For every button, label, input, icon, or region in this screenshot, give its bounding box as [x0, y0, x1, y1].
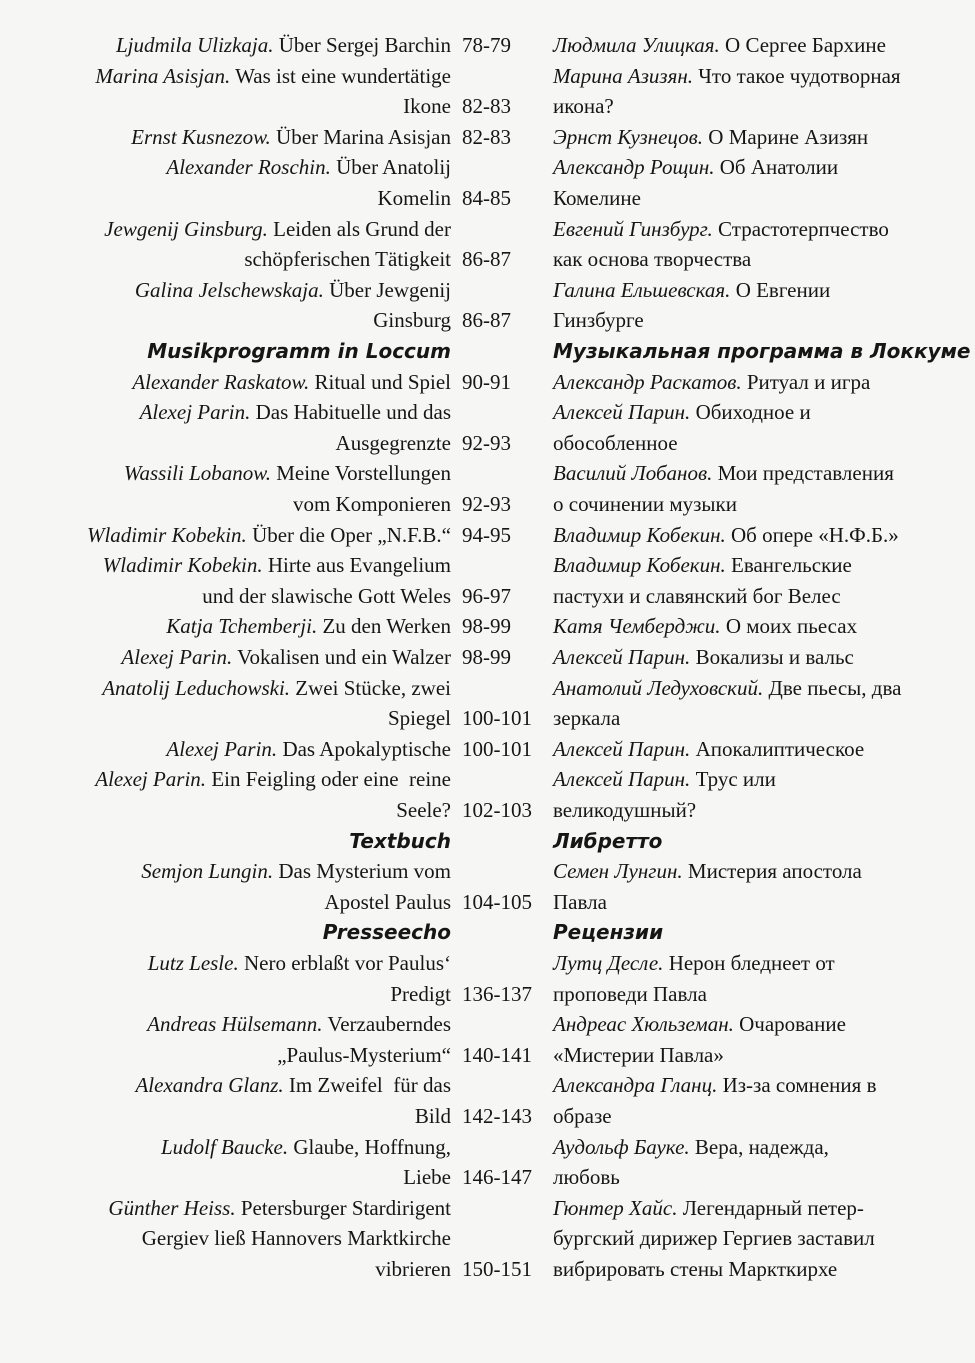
german-title: Ikone — [403, 94, 451, 119]
german-title: und der slawische Gott Weles — [202, 583, 451, 608]
russian-title: Гинзбурге — [553, 308, 644, 333]
german-author: Ljudmila Ulizkaja. — [116, 33, 274, 57]
german-entry — [415, 1101, 451, 1131]
russian-entry — [553, 1193, 864, 1223]
german-entry — [141, 856, 451, 886]
page-range: 142-143 — [462, 1104, 532, 1128]
german-title: Ausgegrenzte — [335, 430, 451, 455]
german-entry — [277, 1040, 451, 1070]
german-section-heading: Textbuch — [349, 828, 451, 853]
page-range: 90-91 — [462, 369, 511, 394]
russian-entry — [553, 244, 751, 274]
russian-entry — [553, 1162, 620, 1192]
german-author: Günther Heiss. — [108, 1195, 236, 1220]
russian-entry — [553, 183, 641, 213]
russian-title: Апокалиптическое — [690, 736, 865, 761]
page-range: 136-137 — [462, 981, 532, 1006]
russian-entry — [553, 1101, 612, 1131]
russian-title: Ритуал и игра — [741, 369, 871, 394]
german-author: Galina Jelschewskaja. — [134, 277, 324, 302]
german-section-heading: Presseecho — [322, 920, 451, 945]
toc-entry-row — [0, 1101, 975, 1131]
toc-entry-row — [0, 1009, 975, 1039]
russian-author: Анатолий Ледуховский. — [553, 675, 764, 700]
russian-author: Алексей Парин. — [553, 645, 691, 669]
section-heading-row — [0, 917, 975, 947]
page-range: 140-141 — [462, 1042, 532, 1067]
german-title: Verzauberndes — [322, 1012, 451, 1037]
german-author: Alexandra Glanz. — [135, 1073, 284, 1098]
german-title: Apostel Paulus — [324, 889, 451, 914]
russian-title: великодушный? — [553, 798, 697, 822]
russian-section-heading: Либретто — [553, 828, 663, 853]
russian-entry — [553, 214, 889, 244]
toc-entry-row — [0, 642, 975, 672]
german-author: Anatolij Leduchowski. — [102, 675, 291, 700]
page-range: 96-97 — [462, 583, 511, 608]
russian-title: О Евгении — [730, 277, 831, 302]
page-range: 104-105 — [462, 889, 532, 914]
page-range: 92-93 — [462, 492, 511, 516]
russian-title: Страстотерпчество — [712, 216, 889, 241]
german-author: Alexej Parin. — [139, 400, 251, 425]
russian-entry — [553, 611, 857, 641]
toc-entry-row — [0, 948, 975, 978]
russian-entry — [553, 152, 838, 182]
russian-title: Об Анатолии — [714, 155, 839, 180]
russian-title: Комелине — [553, 186, 641, 210]
russian-title: Две пьесы, два — [763, 675, 902, 700]
page-range: 86-87 — [462, 308, 511, 333]
toc-entry-row — [0, 1223, 975, 1253]
toc-entry-row — [0, 979, 975, 1009]
russian-title: пастухи и славянский бог Велес — [553, 583, 841, 608]
russian-author: Александра Гланц. — [553, 1073, 718, 1098]
german-title: Glaube, Hoffnung, — [288, 1134, 451, 1159]
german-author: Lutz Lesle. — [147, 951, 239, 975]
russian-entry — [553, 336, 971, 370]
russian-author: Семен Лунгин. — [553, 859, 683, 884]
toc-entry-row — [0, 1162, 975, 1192]
german-entry — [124, 458, 451, 488]
russian-title: Мистерия апостола — [682, 859, 862, 884]
page-range: 86-87 — [462, 247, 511, 272]
russian-entry — [553, 61, 901, 91]
german-title: Zwei Stücke, zwei — [290, 675, 451, 700]
german-title: Ritual und Spiel — [309, 369, 451, 394]
toc-entry-row — [0, 856, 975, 886]
german-entry — [403, 1162, 451, 1192]
section-heading-row — [0, 826, 975, 856]
toc-entry-row — [0, 1254, 975, 1284]
page-range: 98-99 — [462, 614, 511, 639]
russian-entry — [553, 1223, 875, 1253]
german-entry — [131, 122, 451, 152]
russian-section-heading: Музыкальная программа в Локкуме — [553, 339, 971, 363]
russian-entry — [553, 397, 811, 427]
russian-author: Александр Рощин. — [553, 155, 715, 180]
russian-entry — [553, 948, 835, 978]
toc-entry-row — [0, 1193, 975, 1223]
page-range: 100-101 — [462, 706, 532, 731]
german-entry — [403, 91, 451, 121]
german-entry — [147, 1009, 451, 1039]
russian-entry — [553, 856, 862, 886]
german-author: Wladimir Kobekin. — [86, 522, 247, 547]
russian-author: Марина Азизян. — [553, 63, 694, 88]
german-author: Katja Tchemberji. — [166, 614, 318, 639]
russian-title: О моих пьесах — [720, 614, 858, 639]
german-title: Über Sergej Barchin — [273, 33, 451, 57]
german-entry — [104, 214, 451, 244]
toc-entry-row — [0, 1040, 975, 1070]
german-author: Ernst Kusnezow. — [131, 124, 271, 149]
german-entry — [148, 948, 451, 978]
russian-title: любовь — [553, 1165, 620, 1190]
german-entry — [140, 397, 451, 427]
russian-entry — [553, 30, 886, 60]
german-entry — [202, 581, 451, 611]
russian-title: образе — [553, 1104, 612, 1128]
page-range: 146-147 — [462, 1165, 532, 1190]
toc-entry-row — [0, 887, 975, 917]
russian-author: Галина Ельшевская. — [553, 277, 731, 302]
toc-entry-row — [0, 275, 975, 305]
russian-title: Обиходное и — [690, 400, 811, 425]
page-range: 92-93 — [462, 430, 511, 455]
russian-entry — [553, 91, 614, 121]
german-title: Seele? — [396, 798, 451, 822]
german-title: Das Mysterium vom — [273, 859, 451, 884]
toc-entry-row — [0, 520, 975, 550]
russian-entry — [553, 1040, 724, 1070]
german-title: Im Zweifel für das — [283, 1073, 451, 1098]
page-range: 150-151 — [462, 1257, 532, 1281]
page-range: 78-79 — [462, 33, 511, 57]
german-author: Alexej Parin. — [166, 736, 278, 761]
russian-author: Людмила Улицкая. — [553, 33, 720, 57]
page-range: 82-83 — [462, 94, 511, 119]
toc-entry-row — [0, 673, 975, 703]
german-author: Alexej Parin. — [95, 767, 207, 792]
german-title: Meine Vorstellungen — [270, 461, 451, 486]
german-entry — [95, 764, 451, 794]
german-entry — [103, 550, 451, 580]
russian-entry — [553, 734, 864, 764]
page-range: 94-95 — [462, 522, 511, 547]
russian-entry — [553, 550, 852, 580]
russian-title: проповеди Павла — [553, 981, 707, 1006]
russian-title: Павла — [553, 889, 607, 914]
german-entry — [132, 367, 451, 397]
german-title: Ginsburg — [373, 308, 451, 333]
russian-author: Алексей Парин. — [553, 736, 691, 761]
russian-title: Вера, надежда, — [689, 1134, 829, 1159]
german-author: Alexander Raskatow. — [132, 369, 310, 394]
toc-entry-row — [0, 795, 975, 825]
russian-entry — [553, 520, 899, 550]
german-title: Über Anatolij — [330, 155, 451, 180]
german-title: Gergiev ließ Hannovers Marktkirche — [141, 1226, 451, 1251]
page-range: 84-85 — [462, 186, 511, 210]
russian-title: зеркала — [553, 706, 621, 731]
german-entry — [87, 520, 451, 550]
russian-title: икона? — [553, 94, 614, 119]
german-entry — [244, 244, 451, 274]
russian-entry — [553, 1254, 837, 1284]
german-author: Alexander Roschin. — [166, 155, 331, 180]
german-title: Was ist eine wundertätige — [230, 63, 451, 88]
german-title: Vokalisen und ein Walzer — [232, 645, 451, 669]
german-author: Alexej Parin. — [121, 645, 233, 669]
german-author: Andreas Hülsemann. — [147, 1012, 323, 1037]
german-entry — [166, 611, 451, 641]
toc-entry-row — [0, 611, 975, 641]
toc-entry-row — [0, 30, 975, 60]
german-entry — [390, 979, 451, 1009]
german-title: Nero erblaßt vor Paulus‘ — [238, 951, 451, 975]
german-title: Das Habituelle und das — [250, 400, 451, 425]
russian-title: Легендарный петер- — [677, 1195, 864, 1220]
russian-title: как основа творчества — [553, 247, 752, 272]
russian-title: Об опере «Н.Ф.Б.» — [725, 522, 899, 547]
toc-entry-row — [0, 397, 975, 427]
russian-entry — [553, 887, 607, 917]
russian-title: Что такое чудотворная — [693, 63, 901, 88]
german-title: Spiegel — [388, 706, 451, 731]
russian-entry — [553, 489, 737, 519]
russian-author: Владимир Кобекин. — [553, 553, 726, 578]
russian-author: Владимир Кобекин. — [553, 522, 726, 547]
german-entry — [349, 826, 451, 856]
russian-entry — [553, 305, 644, 335]
german-title: Liebe — [403, 1165, 451, 1190]
russian-title: вибрировать стены Маркткирхе — [553, 1257, 838, 1281]
russian-entry — [553, 795, 696, 825]
german-title: Das Apokalyptische — [277, 736, 451, 761]
german-entry — [375, 1254, 451, 1284]
german-title: Komelin — [377, 186, 451, 210]
russian-title: Вокализы и вальс — [690, 645, 854, 669]
toc-entry-row — [0, 550, 975, 580]
toc-entry-row — [0, 183, 975, 213]
russian-author: Василий Лобанов. — [553, 461, 713, 486]
german-author: Wassili Lobanow. — [123, 461, 271, 486]
german-title: vom Komponieren — [292, 492, 451, 516]
page-range: 98-99 — [462, 645, 511, 669]
german-entry — [95, 61, 451, 91]
russian-title: о сочинении музыки — [553, 492, 737, 516]
toc-entry-row — [0, 703, 975, 733]
section-heading-row — [0, 336, 975, 366]
toc-entry-row — [0, 458, 975, 488]
russian-author: Лутц Десле. — [553, 951, 664, 975]
german-title: Petersburger Stardirigent — [235, 1195, 451, 1220]
german-title: „Paulus-Mysterium“ — [277, 1042, 451, 1067]
russian-entry — [553, 979, 707, 1009]
page-range: 102-103 — [462, 798, 532, 822]
toc-entry-row — [0, 61, 975, 91]
german-author: Marina Asisjan. — [95, 63, 231, 88]
german-author: Wladimir Kobekin. — [102, 553, 263, 578]
russian-section-heading: Рецензии — [553, 920, 664, 945]
russian-title: бургский дирижер Гергиев заставил — [553, 1226, 875, 1251]
toc-entry-row — [0, 367, 975, 397]
russian-title: Евангельские — [725, 553, 852, 578]
russian-title: Трус или — [690, 767, 776, 792]
german-author: Ludolf Baucke. — [160, 1134, 289, 1159]
russian-title: обособленное — [553, 430, 678, 455]
german-author: Semjon Lungin. — [141, 859, 274, 884]
russian-title: Очарование — [733, 1012, 846, 1037]
toc-entry-row — [0, 1132, 975, 1162]
german-entry — [161, 1132, 451, 1162]
russian-title: О Сергее Бархине — [719, 33, 886, 57]
german-entry — [388, 703, 451, 733]
russian-entry — [553, 826, 662, 856]
german-entry — [396, 795, 451, 825]
page-range: 100-101 — [462, 736, 532, 761]
russian-author: Евгений Гинзбург. — [553, 216, 713, 241]
russian-entry — [553, 122, 868, 152]
german-entry — [293, 489, 451, 519]
toc-entry-row — [0, 214, 975, 244]
toc-entry-row — [0, 305, 975, 335]
german-entry — [323, 917, 451, 947]
toc-entry-row — [0, 734, 975, 764]
german-title: Predigt — [390, 981, 451, 1006]
german-entry — [147, 336, 451, 366]
german-title: schöpferischen Tätigkeit — [244, 247, 451, 272]
german-entry — [116, 30, 451, 60]
toc-entry-row — [0, 581, 975, 611]
toc-entry-row — [0, 152, 975, 182]
german-title: Über die Oper „N.F.B.“ — [246, 522, 451, 547]
russian-author: Алексей Парин. — [553, 400, 691, 425]
german-title: Über Jewgenij — [323, 277, 451, 302]
russian-entry — [553, 764, 776, 794]
russian-author: Катя Чемберджи. — [553, 614, 721, 639]
russian-entry — [553, 917, 663, 947]
german-entry — [135, 1070, 451, 1100]
russian-entry — [553, 642, 854, 672]
russian-title: Из-за сомнения в — [717, 1073, 877, 1098]
russian-title: Нерон бледнеет от — [663, 951, 835, 975]
russian-entry — [553, 703, 620, 733]
german-entry — [135, 275, 451, 305]
german-section-heading: Musikprogramm in Loccum — [147, 339, 451, 363]
german-title: Bild — [414, 1104, 451, 1128]
russian-entry — [553, 428, 678, 458]
toc-entry-row — [0, 1070, 975, 1100]
german-title: Über Marina Asisjan — [270, 124, 451, 149]
russian-author: Гюнтер Хайс. — [553, 1195, 678, 1220]
german-title: Zu den Werken — [317, 614, 451, 639]
german-title: Leiden als Grund der — [267, 216, 451, 241]
german-title: Hirte aus Evangelium — [262, 553, 451, 578]
russian-entry — [553, 458, 894, 488]
page-range: 82-83 — [462, 124, 511, 149]
german-entry — [108, 1193, 451, 1223]
russian-title: Мои представления — [712, 461, 894, 486]
russian-author: Александр Раскатов. — [553, 369, 742, 394]
russian-author: Алексей Парин. — [553, 767, 691, 792]
german-entry — [166, 734, 451, 764]
russian-author: Эрнст Кузнецов. — [553, 124, 704, 149]
german-author: Jewgenij Ginsburg. — [104, 216, 268, 241]
toc-entry-row — [0, 91, 975, 121]
german-entry — [324, 887, 451, 917]
toc-entry-row — [0, 764, 975, 794]
russian-author: Аудольф Бауке. — [553, 1134, 690, 1159]
german-entry — [166, 152, 451, 182]
german-entry — [121, 642, 451, 672]
russian-entry — [553, 1009, 846, 1039]
russian-title: «Мистерии Павла» — [553, 1042, 724, 1067]
russian-title: О Марине Азизян — [703, 124, 869, 149]
german-title: vibrieren — [375, 1257, 451, 1281]
german-entry — [336, 428, 451, 458]
russian-entry — [553, 1070, 876, 1100]
russian-entry — [553, 275, 830, 305]
german-entry — [142, 1223, 451, 1253]
russian-author: Андреас Хюльземан. — [553, 1012, 734, 1037]
german-entry — [378, 183, 452, 213]
toc-entry-row — [0, 122, 975, 152]
toc-entry-row — [0, 244, 975, 274]
russian-entry — [553, 673, 901, 703]
russian-entry — [553, 367, 870, 397]
toc-entry-row — [0, 428, 975, 458]
russian-entry — [553, 581, 841, 611]
german-entry — [102, 673, 451, 703]
german-title: Ein Feigling oder eine reine — [206, 767, 451, 792]
toc-entry-row — [0, 489, 975, 519]
russian-entry — [553, 1132, 829, 1162]
german-entry — [373, 305, 451, 335]
